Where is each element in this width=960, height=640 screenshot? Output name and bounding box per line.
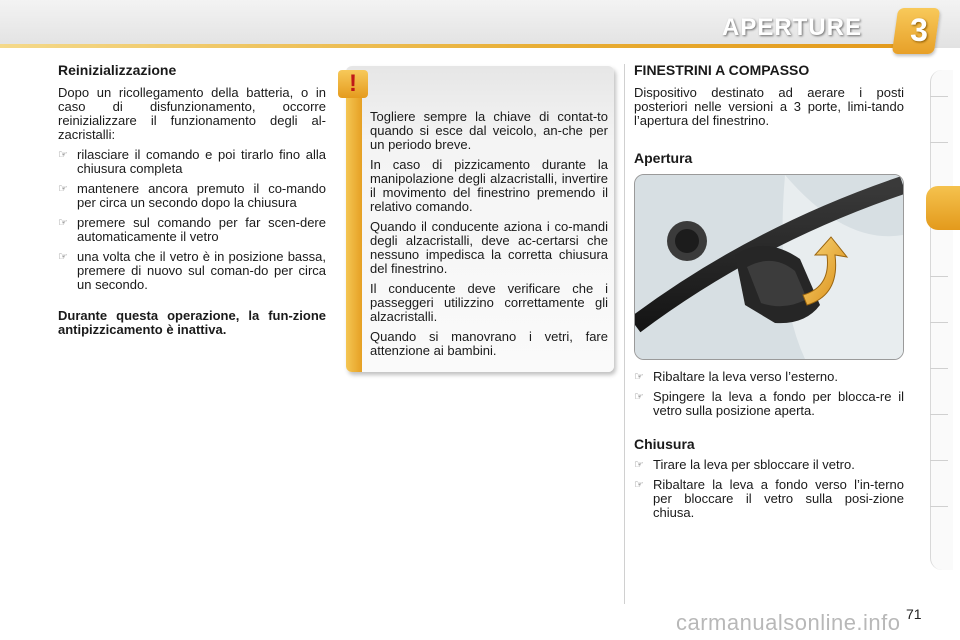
warning-text bbox=[370, 110, 608, 364]
pointing-hand-icon: ☞ bbox=[58, 183, 68, 195]
tab-divider bbox=[930, 142, 948, 143]
reinit-section bbox=[58, 62, 326, 337]
list-item: ☞ mantenere ancora premuto il co-mando per circa un secondo dopo la chiusura bbox=[58, 181, 326, 210]
column-divider bbox=[624, 64, 625, 604]
reinit-title: Reinizializzazione bbox=[58, 62, 177, 78]
tab-divider bbox=[930, 322, 948, 323]
page-number: 71 bbox=[906, 606, 922, 622]
tab-divider bbox=[930, 96, 948, 97]
chapter-number: 3 bbox=[910, 12, 928, 48]
pointing-hand-icon: ☞ bbox=[58, 149, 68, 161]
warning-paragraph: Togliere sempre la chiave di contat-to quando si esce dal veicolo, an-che per un periodo breve. bbox=[370, 109, 608, 152]
list-item: ☞ Ribaltare la leva a fondo verso l’in-terno per bloccare il vetro sulla posi-zione chiusa. bbox=[634, 477, 904, 520]
list-item: ☞ Spingere la leva a fondo per blocca-re il vetro sulla posizione aperta. bbox=[634, 389, 904, 418]
compass-windows-title: FINESTRINI A COMPASSO bbox=[634, 62, 810, 78]
pointing-hand-icon: ☞ bbox=[634, 479, 644, 491]
warning-bar bbox=[346, 90, 362, 372]
compass-windows-section bbox=[634, 62, 904, 166]
list-item: ☞ rilasciare il comando e poi tirarlo fino alla chiusura completa bbox=[58, 147, 326, 176]
active-chapter-tab[interactable] bbox=[926, 186, 960, 230]
pointing-hand-icon: ☞ bbox=[634, 391, 644, 403]
watermark: carmanualsonline.info bbox=[676, 610, 901, 635]
pointing-hand-icon: ☞ bbox=[58, 251, 68, 263]
list-item: ☞ Ribaltare la leva verso l’esterno. bbox=[634, 369, 838, 384]
chapter-title: APERTURE bbox=[721, 14, 862, 41]
closing-title: Chiusura bbox=[634, 436, 695, 452]
compass-windows-intro: Dispositivo destinato ad aerare i posti posteriori nelle versioni a 3 porte, limi-tando l’apertura del finestrino. bbox=[634, 85, 904, 128]
chapter-tabs bbox=[930, 70, 953, 570]
warning-paragraph: Il conducente deve verificare che i passeggeri utilizzino correttamente gli alzacristalli. bbox=[370, 281, 608, 324]
tab-divider bbox=[930, 506, 948, 507]
window-latch-illustration bbox=[634, 174, 904, 360]
reinit-steps bbox=[58, 148, 326, 292]
header-stripe bbox=[0, 44, 900, 48]
list-item: ☞ Tirare la leva per sbloccare il vetro. bbox=[634, 457, 855, 472]
tab-divider bbox=[930, 276, 948, 277]
reinit-note: Durante questa operazione, la fun-zione antipizzicamento è inattiva. bbox=[58, 308, 326, 337]
exclamation-icon: ! bbox=[338, 70, 368, 98]
opening-title: Apertura bbox=[634, 150, 693, 166]
opening-closing-section bbox=[634, 364, 904, 520]
list-item: ☞ una volta che il vetro è in posizione bassa, premere di nuovo sul coman-do per circa un secondo. bbox=[58, 249, 326, 292]
pointing-hand-icon: ☞ bbox=[58, 217, 68, 229]
tab-divider bbox=[930, 368, 948, 369]
warning-paragraph: In caso di pizzicamento durante la manipolazione degli alzacristalli, invertire il movimento del finestrino premendo il relativo comando. bbox=[370, 157, 608, 214]
closing-steps bbox=[634, 458, 904, 520]
tab-divider bbox=[930, 414, 948, 415]
pointing-hand-icon: ☞ bbox=[634, 459, 644, 471]
warning-paragraph: Quando il conducente aziona i co-mandi degli alzacristalli, deve ac-certarsi che nessuno impedisca la corretta chiusura del finestrino. bbox=[370, 219, 608, 276]
list-item: ☞ premere sul comando per far scen-dere automaticamente il vetro bbox=[58, 215, 326, 244]
tab-divider bbox=[930, 460, 948, 461]
reinit-intro: Dopo un ricollegamento della batteria, o in caso di disfunzionamento, occorre reinizializzare il funzionamento degli al-zacristalli: bbox=[58, 85, 326, 142]
opening-steps bbox=[634, 370, 904, 418]
pointing-hand-icon: ☞ bbox=[634, 371, 644, 383]
warning-paragraph: Quando si manovrano i vetri, fare attenzione ai bambini. bbox=[370, 329, 608, 358]
